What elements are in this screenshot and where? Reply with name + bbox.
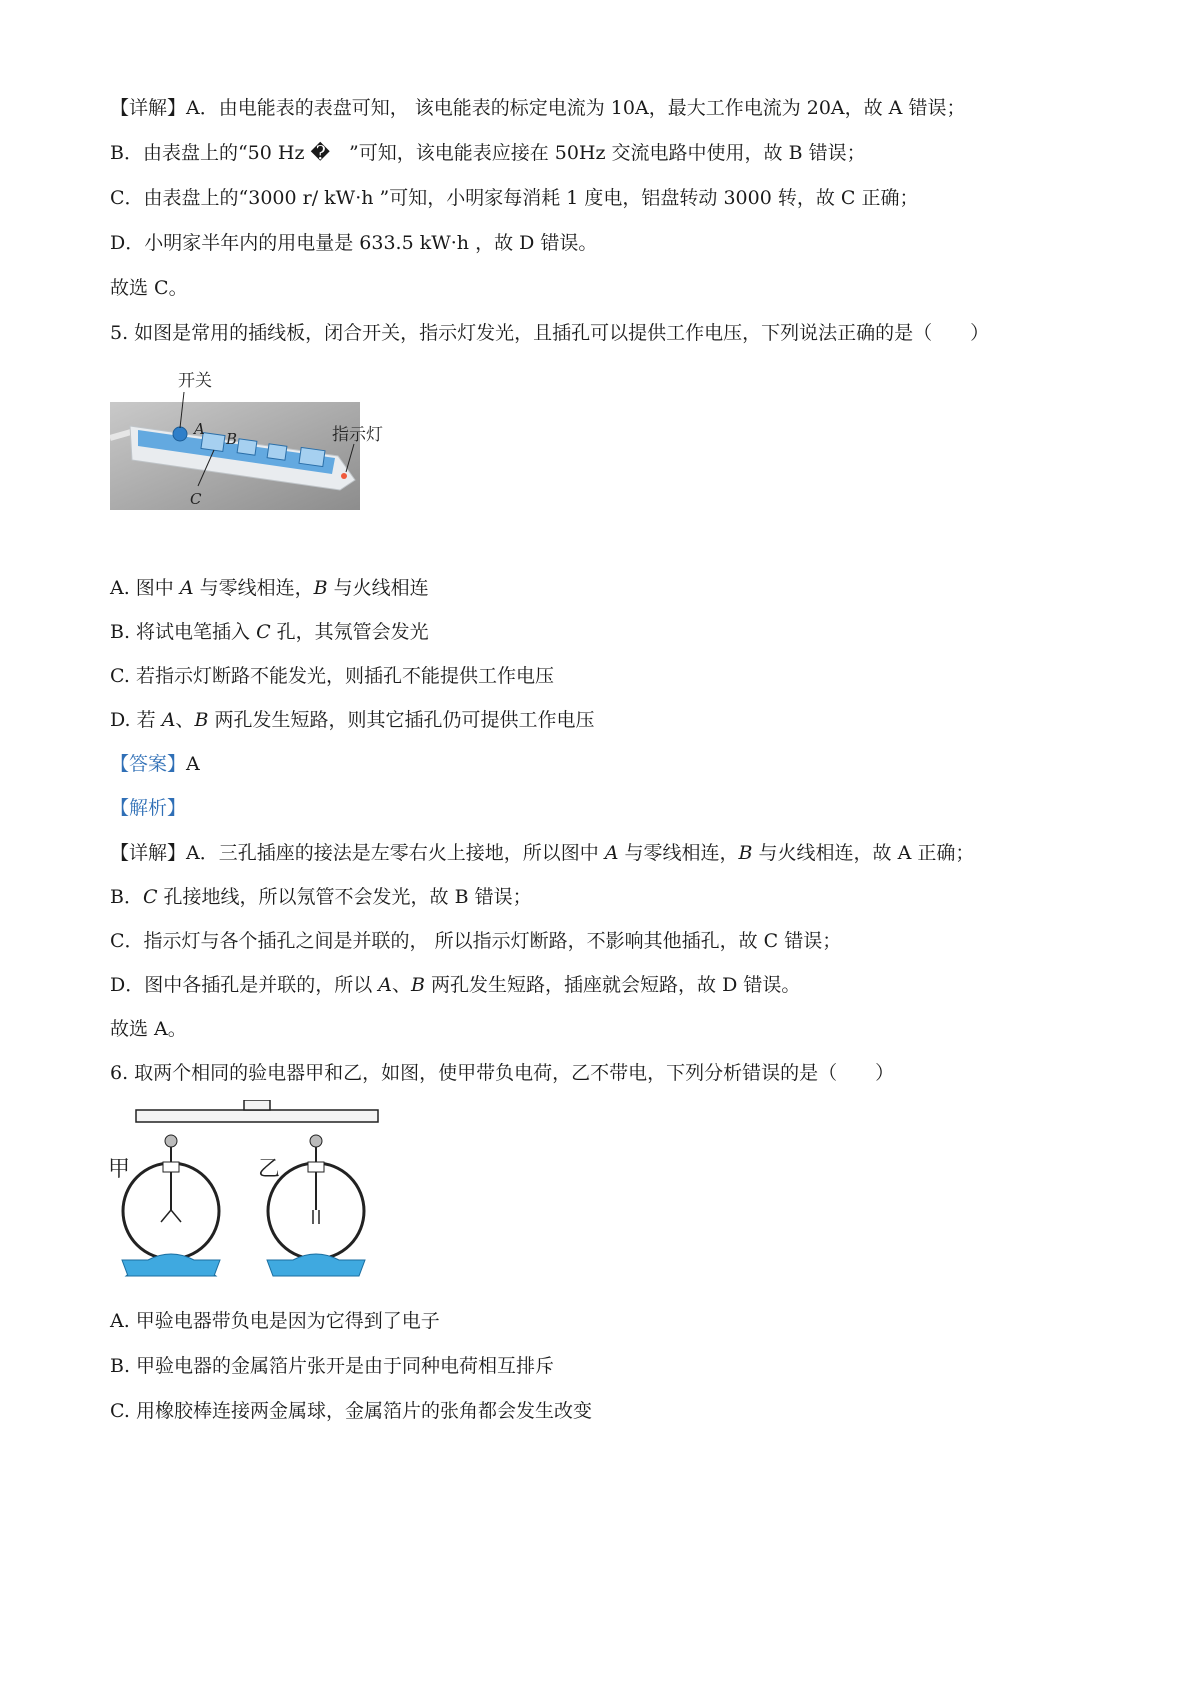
q5-option-a-text: A. 图中 [110, 577, 180, 599]
q5-detail-b-text: B． [110, 886, 143, 908]
electroscope-jia [122, 1135, 220, 1276]
q5-option-d-end: 两孔发生短路，则其它插孔仍可提供工作电压 [208, 709, 595, 731]
q5-option-c: C. 若指示灯断路不能发光，则插孔不能提供工作电压 [110, 665, 554, 687]
var-a: A [378, 974, 393, 996]
label-yi: 乙 [258, 1157, 281, 1182]
socket-2 [237, 439, 257, 455]
var-c: C [256, 621, 271, 643]
q5-detail-a-end: 与火线相连，故 A 正确； [752, 842, 975, 864]
q5-detail-d [110, 973, 800, 997]
q5-detail-a [110, 841, 974, 865]
var-a: A [179, 577, 194, 599]
q5-stem: 5. 如图是常用的插线板，闭合开关，指示灯发光，且插孔可以提供工作电压，下列说法正确的是（ ） [110, 322, 990, 344]
label-jia: 甲 [108, 1157, 131, 1182]
q6-option-b: B. 甲验电器的金属箔片张开是由于同种电荷相互排斥 [110, 1355, 555, 1377]
var-a: A [161, 709, 176, 731]
metal-ball-jia [165, 1135, 177, 1147]
q5-detail-b-end: 孔接地线，所以氖管不会发光，故 B 错误； [157, 886, 532, 908]
stand-jia [122, 1254, 220, 1276]
switch-label: 开关 [178, 371, 212, 391]
q5-detail-b [110, 885, 532, 909]
q5-analysis-tag: 【解析】 [110, 797, 187, 819]
rod [136, 1110, 378, 1122]
label-c: C [190, 490, 202, 508]
q5-option-d-text: D. 若 [110, 709, 162, 731]
electroscope-figure [108, 1100, 418, 1300]
q5-detail-d-text: D．图中各插孔是并联的，所以 [110, 974, 379, 996]
q5-detail-d-mid: 、 [392, 974, 412, 996]
q5-detail-d-end: 两孔发生短路，插座就会短路，故 D 错误。 [425, 974, 801, 996]
q5-option-b-text: B. 将试电笔插入 [110, 621, 257, 643]
var-b: B [194, 709, 209, 731]
q4-detail-b: B．由表盘上的“50 Hz � ”可知，该电能表应接在 50Hz 交流电路中使用，故 B 错误； [110, 142, 866, 164]
var-b: B [313, 577, 328, 599]
q5-detail-c: C．指示灯与各个插孔之间是并联的， 所以指示灯断路，不影响其他插孔，故 C 错误； [110, 930, 842, 952]
foil-jia-left [161, 1210, 171, 1222]
indicator-label: 指示灯 [332, 425, 383, 445]
q5-option-d-mid: 、 [175, 709, 195, 731]
label-b: B [226, 430, 238, 448]
switch-button [173, 427, 187, 441]
q5-option-a-end: 与火线相连 [327, 577, 429, 599]
q5-detail-a-text: 【详解】A．三孔插座的接法是左零右火上接地，所以图中 [110, 842, 605, 864]
q5-answer [110, 752, 200, 776]
q5-choice: 故选 A。 [110, 1018, 187, 1040]
q4-detail-c: C．由表盘上的“3000 r/ kW·h ”可知，小明家每消耗 1 度电，铝盘转动 3000 转，故 C 正确； [110, 187, 919, 209]
answer-value: A [186, 753, 200, 775]
var-b: B [738, 842, 753, 864]
metal-ball-yi [310, 1135, 322, 1147]
q4-choice: 故选 C。 [110, 277, 188, 299]
q6-option-a: A. 甲验电器带负电是因为它得到了电子 [110, 1310, 440, 1332]
q5-option-b-end: 孔，其氖管会发光 [270, 621, 429, 643]
q5-option-b [110, 620, 429, 644]
q5-option-d [110, 708, 594, 732]
indicator-light [341, 473, 347, 479]
q5-detail-a-mid: 与零线相连， [618, 842, 739, 864]
q5-option-a [110, 576, 429, 600]
power-strip-figure [110, 368, 390, 518]
foil-jia-right [171, 1210, 181, 1222]
socket-3 [267, 444, 287, 460]
var-a: A [604, 842, 619, 864]
stand-yi [267, 1254, 365, 1276]
q5-option-a-mid: 与零线相连， [193, 577, 314, 599]
var-b: B [411, 974, 425, 996]
q4-detail-d: D．小明家半年内的用电量是 633.5 kW·h ，故 D 错误。 [110, 232, 598, 254]
q4-detail-a: 【详解】A．由电能表的表盘可知， 该电能表的标定电流为 10A，最大工作电流为 20A，故 A 错误； [110, 97, 966, 119]
label-a: A [194, 420, 205, 438]
var-c: C [142, 886, 158, 908]
q6-option-c: C. 用橡胶棒连接两金属球，金属箔片的张角都会发生改变 [110, 1400, 592, 1422]
q6-stem: 6. 取两个相同的验电器甲和乙，如图，使甲带负电荷，乙不带电，下列分析错误的是（ ） [110, 1062, 895, 1084]
answer-tag: 【答案】 [110, 753, 187, 775]
rod-handle [244, 1100, 270, 1110]
socket-4 [299, 447, 325, 466]
electroscope-yi [267, 1135, 365, 1276]
